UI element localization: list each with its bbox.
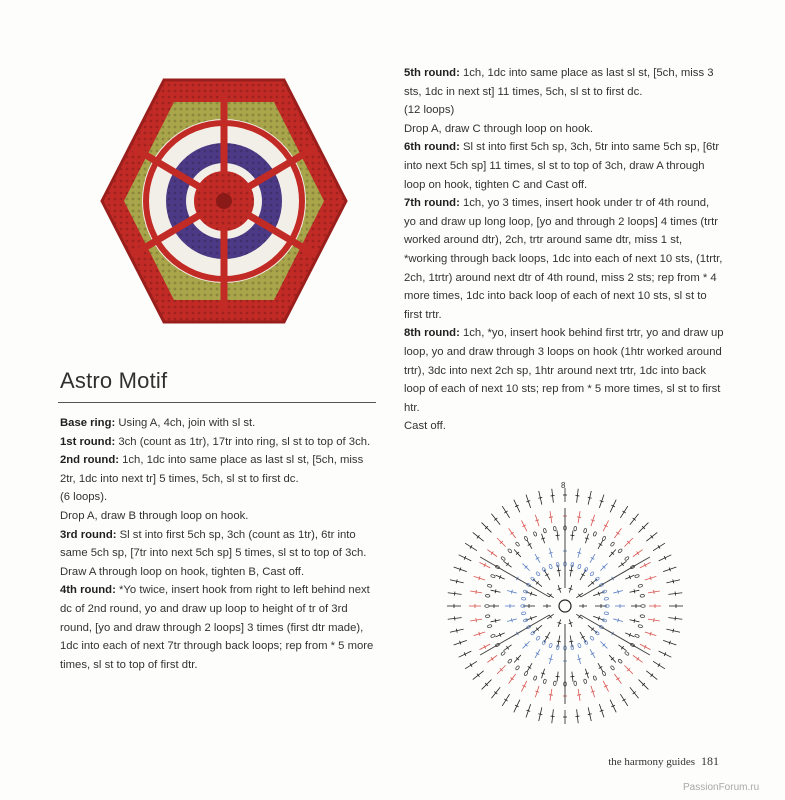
chart-symbol (583, 528, 587, 533)
chart-symbol (577, 517, 581, 518)
chart-symbol (524, 536, 528, 541)
instruction-paragraph: (6 loops). (60, 491, 108, 504)
chart-symbol (569, 570, 573, 571)
chart-symbol (577, 552, 581, 553)
chart-symbol (553, 526, 556, 531)
instruction-paragraph: Base ring: Using A, 4ch, join with sl st. (60, 417, 256, 429)
instructions-right-column (404, 64, 724, 436)
chart-symbol (487, 624, 492, 628)
chart-symbol (557, 641, 561, 642)
crochet-chart-diagram (440, 478, 690, 730)
chart-symbol (590, 571, 595, 576)
watermark: PassionForum.ru (683, 782, 760, 793)
chart-symbol (637, 551, 639, 554)
instruction-paragraph: 2nd round: 1ch, 1dc into same place as last sl st, [5ch, miss 2tr, 1dc into next tr] 5 times, 5ch, sl st to first dc. (60, 454, 364, 485)
chart-symbol (593, 531, 597, 536)
chart-symbol (618, 618, 619, 622)
chart-symbol (569, 641, 573, 642)
chart-symbol (640, 594, 645, 597)
chart-symbol (495, 589, 496, 593)
title-divider (58, 402, 376, 403)
chart-symbol (618, 659, 623, 664)
chart-symbol (559, 600, 571, 612)
chart-symbol (641, 605, 645, 608)
instruction-paragraph: 7th round: 1ch, yo 3 times, insert hook under tr of 4th round, yo and draw up long loop, [yo and through 2 loops] 4 times (trtr worked around dtr), 2ch, trtr around same dtr, miss 1 st, *working through back loops, 1dc into each of next 10 sts, (1trtr, 2ch, 1trtr) around next dtr of 4th round, miss 2 sts; rep from * 4 more times, 1dc into back loop of each of next 10 sts, sl st to first trtr. (404, 197, 723, 321)
chart-symbol (574, 681, 577, 686)
chart-symbol (511, 618, 512, 622)
chart-symbol (521, 612, 526, 615)
chart-symbol (604, 597, 609, 600)
instruction-paragraph: Drop A, draw C through loop on hook. (404, 122, 594, 135)
chart-symbol (616, 532, 619, 534)
chart-symbol (624, 651, 629, 656)
instruction-paragraph: 8th round: 1ch, *yo, insert hook behind first trtr, yo and draw up loop, yo and draw through 3 loops on hook (1htr worked around trtr), 3dc into next 2ch sp, 1htr around next trtr, 1dc into back loop of each of next 10 sts; rep from * 5 more times, sl st to first htr. (404, 327, 724, 414)
motif-photo (94, 70, 354, 332)
chart-symbol (590, 636, 595, 641)
chart-symbol (543, 679, 547, 684)
chart-symbol (577, 695, 581, 696)
chart-symbol (549, 517, 553, 518)
page-footer (608, 754, 719, 769)
chart-symbol (624, 556, 629, 561)
chart-symbol (530, 577, 535, 582)
instruction-paragraph: Drop A, draw B through loop on hook. (60, 509, 249, 522)
chart-symbol (577, 643, 581, 648)
chart-symbol (549, 552, 553, 553)
chart-symbol (640, 615, 645, 618)
chart-symbol (507, 548, 512, 553)
chart-symbol (549, 643, 553, 648)
chart-symbol (673, 629, 674, 633)
chart-symbol (553, 681, 556, 686)
chart-symbol (533, 676, 537, 681)
chart-symbol (581, 557, 650, 597)
chart-symbol (588, 497, 592, 498)
chart-symbol (480, 615, 549, 655)
chart-symbol (602, 671, 606, 676)
chart-symbol (549, 695, 553, 696)
chart-symbol (538, 714, 542, 715)
chart-symbol (654, 618, 655, 622)
chart-symbol (621, 646, 623, 649)
chart-symbol (536, 571, 541, 576)
instruction-paragraph: 5th round: 1ch, 1dc into same place as last sl st, [5ch, miss 3 sts, 1dc in next st] 11 times, 5ch, sl st to first dc. (404, 67, 714, 98)
chart-symbol (595, 577, 600, 582)
chart-symbol (523, 618, 528, 622)
chart-symbol (638, 584, 643, 588)
chart-symbol (574, 526, 577, 531)
chart-symbol (634, 589, 635, 593)
chart-symbol (588, 714, 592, 715)
guide-name: the harmony guides (608, 756, 695, 768)
chart-symbol (456, 579, 457, 583)
chart-symbol (602, 536, 606, 541)
chart-symbol (495, 619, 496, 623)
chart-symbol (476, 590, 477, 594)
instruction-paragraph: 4th round: *Yo twice, insert hook from right to left behind next dc of 2nd round, yo and draw up loop to height of tr of 3rd round, [yo and draw through 2 loops] 3 times (first dtr made), 1dc into each of next 7tr through back loops; rep from * 5 more times, sl st to top of first dtr. (60, 584, 374, 671)
chart-symbol (634, 619, 635, 623)
instruction-paragraph: 3rd round: Sl st into first 5ch sp, 3ch (count as 1tr), 6tr into same 5ch sp, [7tr into next 5ch sp] 5 times, sl st to top of 3ch. (60, 528, 367, 560)
chart-symbol (515, 542, 520, 547)
chart-symbol (581, 615, 650, 655)
chart-symbol (621, 563, 623, 566)
chart-symbol (610, 665, 615, 670)
chart-symbol (610, 542, 615, 547)
chart-symbol (501, 556, 506, 561)
chart-symbol (549, 564, 553, 569)
chart-symbol (515, 665, 520, 670)
instruction-paragraph: Cast off. (404, 420, 446, 433)
chart-symbol (593, 676, 597, 681)
chart-symbol (530, 631, 535, 636)
chart-symbol (616, 678, 619, 680)
chart-symbol (491, 657, 493, 660)
chart-symbol (480, 557, 549, 597)
chart-symbol (485, 594, 490, 597)
chart-symbol (583, 679, 587, 684)
chart-symbol: 8 (561, 481, 566, 490)
chart-symbol (485, 615, 490, 618)
chart-symbol (485, 605, 489, 608)
chart-symbol (510, 678, 513, 680)
chart-symbol (506, 563, 508, 566)
chart-symbol (523, 590, 528, 594)
chart-symbol (536, 636, 541, 641)
chart-symbol (507, 659, 512, 664)
chart-symbol (557, 570, 561, 571)
chart-symbol (577, 659, 581, 660)
chart-symbol (543, 528, 547, 533)
chart-symbol (604, 612, 609, 615)
chart-symbol (538, 497, 542, 498)
chart-symbol (456, 629, 457, 633)
chart-symbol (595, 631, 600, 636)
chart-symbol (533, 531, 537, 536)
chart-symbol (524, 671, 528, 676)
chart-symbol (490, 574, 495, 578)
instruction-paragraph: 6th round: Sl st into first 5ch sp, 3ch, 5tr into same 5ch sp, [6tr into next 5ch sp] 11 times, sl st to top of 3ch, draw A through loop on hook, tighten C and Cast off. (404, 141, 720, 191)
chart-symbol (511, 590, 512, 594)
instruction-paragraph: 1st round: 3ch (count as 1tr), 17tr into ring, sl st to top of 3ch. (60, 435, 371, 448)
chart-symbol (501, 651, 506, 656)
pattern-title: Astro Motif (60, 368, 168, 393)
instruction-paragraph: Draw A through loop on hook, tighten B, Cast off. (60, 565, 305, 578)
chart-symbol (577, 564, 581, 569)
chart-symbol (673, 579, 674, 583)
chart-symbol (490, 634, 495, 638)
chart-symbol (635, 634, 640, 638)
chart-symbol (476, 618, 477, 622)
chart-symbol (506, 646, 508, 649)
chart-symbol (491, 551, 493, 554)
chart-symbol (521, 597, 526, 600)
chart-symbol (487, 584, 492, 588)
chart-symbol (549, 659, 553, 660)
chart-symbol (635, 574, 640, 578)
chart-symbol (510, 532, 513, 534)
chart-symbol (638, 624, 643, 628)
chart-symbol (637, 657, 639, 660)
instructions-left-column (60, 414, 380, 674)
page-number: 181 (701, 754, 719, 768)
chart-symbol (618, 548, 623, 553)
chart-symbol (654, 590, 655, 594)
instruction-paragraph: (12 loops) (404, 104, 455, 117)
chart-symbol (618, 590, 619, 594)
